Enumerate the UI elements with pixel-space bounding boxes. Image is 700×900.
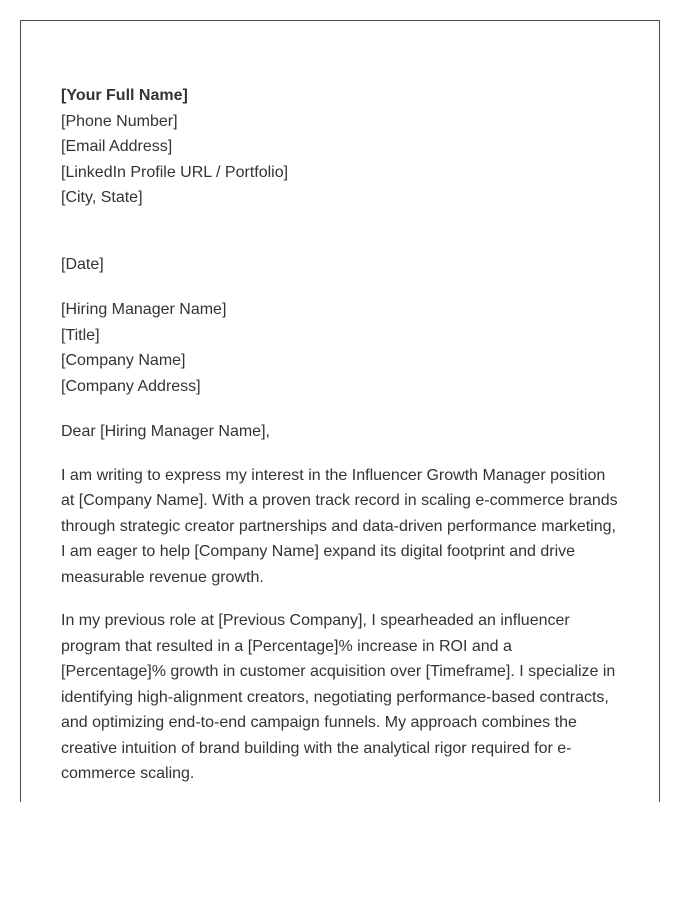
paragraph-line: I am writing to express my interest in the Influencer Growth Manager position (61, 466, 606, 484)
paragraph-line: I am eager to help [Company Name] expand its digital footprint and drive (61, 543, 576, 560)
sender-email: [Email Address] (61, 138, 173, 155)
paragraph-line: commerce scaling. (61, 765, 195, 782)
paragraph-line: [Percentage]% growth in customer acquisition over [Timeframe]. I specialize in (61, 663, 616, 680)
sender-block (61, 83, 631, 211)
spacer (61, 445, 631, 463)
paragraph-line: identifying high-alignment creators, negotiating performance-based contracts, (61, 688, 609, 706)
paragraph-line: creative intuition of brand building with the analytical rigor required for e- (61, 739, 572, 757)
spacer (61, 590, 631, 608)
body-paragraph-2 (61, 608, 631, 787)
recipient-address: [Company Address] (61, 377, 201, 395)
recipient-name: [Hiring Manager Name] (61, 301, 227, 318)
sender-phone: [Phone Number] (61, 112, 178, 130)
paragraph-line: program that resulted in a [Percentage]% increase in ROI and a (61, 637, 512, 655)
paragraph-line: through strategic creator partnerships and data-driven performance marketing, (61, 517, 616, 535)
letter-page (20, 20, 660, 802)
paragraph-line: at [Company Name]. With a proven track record in scaling e-commerce brands (61, 492, 618, 509)
recipient-title: [Title] (61, 326, 100, 344)
paragraph-line: In my previous role at [Previous Company], I spearheaded an influencer (61, 612, 570, 629)
letter-content (61, 83, 631, 787)
salutation: Dear [Hiring Manager Name], (61, 423, 270, 440)
sender-linkedin: [LinkedIn Profile URL / Portfolio] (61, 163, 289, 181)
paragraph-line: and optimizing end-to-end campaign funnels. My approach combines the (61, 714, 577, 731)
body-paragraph-1 (61, 463, 631, 591)
spacer (61, 277, 631, 297)
spacer (61, 399, 631, 419)
spacer (61, 211, 631, 252)
recipient-company: [Company Name] (61, 352, 186, 369)
sender-location: [City, State] (61, 189, 143, 206)
letter-date: [Date] (61, 255, 104, 273)
recipient-block (61, 297, 631, 399)
sender-name: [Your Full Name] (61, 87, 188, 104)
paragraph-line: measurable revenue growth. (61, 568, 264, 586)
